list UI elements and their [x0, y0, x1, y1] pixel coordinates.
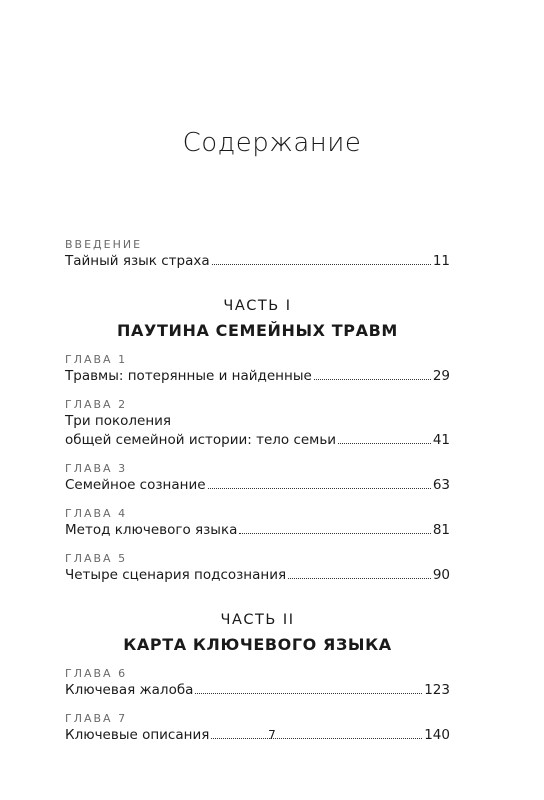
chapter-page: 81 — [432, 522, 450, 538]
page-title: Содержание — [182, 128, 362, 158]
chapter-page: 123 — [424, 682, 450, 698]
chapter-entry — [65, 431, 450, 450]
chapter-entry — [65, 566, 450, 585]
chapter-page: 140 — [424, 727, 450, 743]
chapter-title: Метод ключевого языка — [65, 522, 238, 538]
chapter-title: Ключевая жалоба — [65, 682, 194, 698]
chapter-title: общей семейной истории: тело семьи — [65, 432, 337, 448]
chapter-page: 41 — [432, 432, 450, 448]
chapter-label: ГЛАВА 2 — [65, 398, 128, 411]
table-of-contents — [65, 238, 450, 757]
intro-title: Тайный язык страха — [65, 253, 210, 269]
chapter-label: ГЛАВА 4 — [65, 507, 128, 520]
chapter-entry — [65, 521, 450, 540]
chapter-label: ГЛАВА 3 — [65, 462, 128, 475]
chapter-entry — [65, 476, 450, 495]
intro-page: 11 — [432, 253, 450, 269]
part-title: КАРТА КЛЮЧЕВОГО ЯЗЫКА — [123, 635, 392, 654]
toc-chapter — [65, 398, 450, 450]
intro-entry — [65, 252, 450, 271]
chapter-page: 29 — [432, 368, 450, 384]
chapter-title: Четыре сценария подсознания — [65, 567, 287, 583]
part-label: ЧАСТЬ I — [223, 298, 292, 314]
chapter-title: Ключевые описания — [65, 727, 210, 743]
part-2 — [65, 611, 450, 745]
chapter-title-line1: Три поколения — [65, 413, 172, 429]
chapter-entry — [65, 367, 450, 386]
dot-leader — [212, 264, 431, 265]
toc-chapter — [65, 353, 450, 386]
toc-chapter — [65, 667, 450, 700]
toc-intro — [65, 238, 450, 271]
dot-leader — [208, 488, 431, 489]
chapter-label: ГЛАВА 7 — [65, 712, 128, 725]
chapter-page: 63 — [432, 477, 450, 493]
chapter-title: Семейное сознание — [65, 477, 206, 493]
part-1 — [65, 297, 450, 585]
part-label: ЧАСТЬ II — [220, 612, 295, 628]
chapter-entry — [65, 681, 450, 700]
dot-leader — [288, 578, 431, 579]
part-title: ПАУТИНА СЕМЕЙНЫХ ТРАВМ — [117, 321, 398, 340]
toc-chapter — [65, 462, 450, 495]
dot-leader — [195, 693, 422, 694]
intro-label: ВВЕДЕНИЕ — [65, 238, 143, 251]
dot-leader — [338, 443, 431, 444]
page-number: 7 — [268, 728, 276, 742]
chapter-page: 90 — [432, 567, 450, 583]
toc-chapter — [65, 507, 450, 540]
dot-leader — [239, 533, 430, 534]
chapter-title: Травмы: потерянные и найденные — [65, 368, 312, 384]
chapter-label: ГЛАВА 6 — [65, 667, 128, 680]
dot-leader — [314, 379, 431, 380]
toc-chapter — [65, 552, 450, 585]
chapter-label: ГЛАВА 5 — [65, 552, 128, 565]
chapter-label: ГЛАВА 1 — [65, 353, 128, 366]
